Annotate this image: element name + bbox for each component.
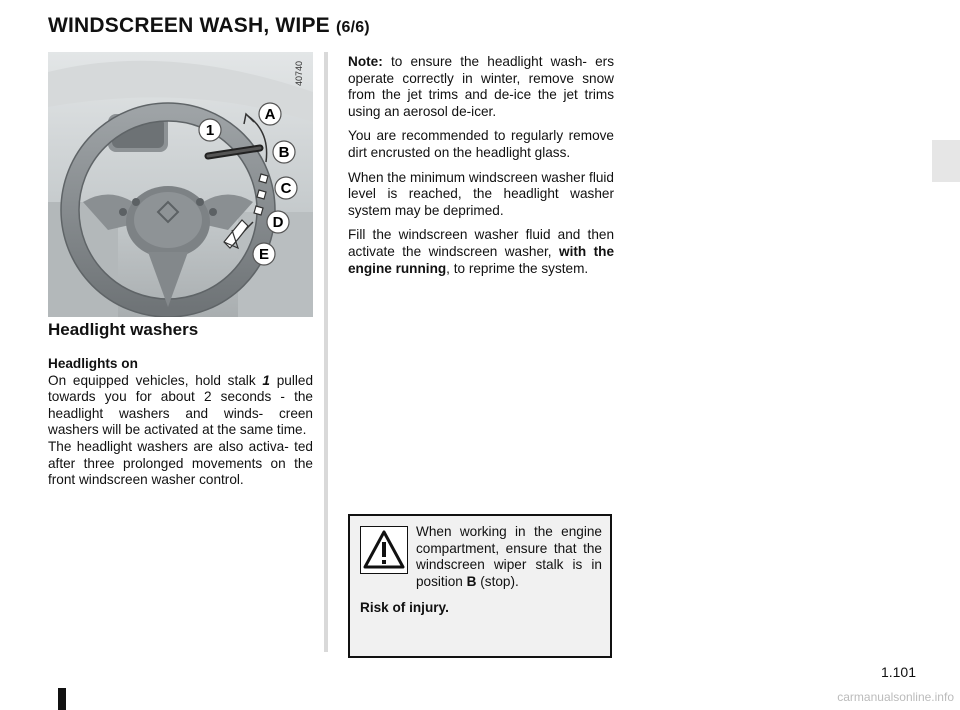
page-title (48, 14, 370, 38)
warning-text (416, 524, 602, 590)
warning-position: B (466, 573, 477, 589)
paragraph-reprime (348, 227, 614, 277)
paragraph-fluid-level: When the minimum windscreen washer fluid level is reached, the headlight washer system may be deprimed. (348, 169, 614, 218)
note-paragraph (348, 54, 614, 120)
note-text: to ensure the headlight wash- ers operate correctly in winter, remove snow from the jet trims and de-ice the jet trims using an aerosol de-icer. (348, 54, 614, 119)
paragraph-clean-glass: You are recommended to regularly remove dirt encrusted on the headlight glass. (348, 128, 614, 160)
figure-label-c: C (280, 180, 292, 197)
chapter-tab (932, 140, 960, 182)
figure-label-a: A (264, 106, 276, 123)
column-divider (324, 52, 328, 652)
para1-start: On equipped vehicles, hold stalk (48, 372, 256, 388)
reprime-end: , to reprime the system. (446, 260, 589, 276)
corner-mark (58, 688, 66, 710)
reprime-start: Fill the windscreen washer fluid and then activate the windscreen washer, (348, 227, 614, 259)
note-label: Note: (348, 54, 383, 69)
figure-code: 40740 (294, 60, 304, 86)
page-title-part: (6/6) (335, 19, 370, 36)
figure-label-d: D (272, 214, 284, 231)
figure-label-b: B (278, 144, 290, 161)
right-column-text (348, 54, 614, 285)
warning-triangle-icon (360, 526, 408, 574)
page-number: 1.101 (880, 664, 916, 680)
subheading-headlights-on: Headlights on (48, 356, 138, 371)
warning-box (348, 514, 612, 658)
stalk-reference: 1 (262, 372, 270, 388)
left-column-text (48, 356, 313, 489)
figure-label-1: 1 (205, 122, 215, 139)
warning-text-end: (stop). (480, 573, 519, 589)
watermark: carmanualsonline.info (837, 690, 954, 704)
steering-wheel-drawing (48, 52, 313, 317)
para2: The headlight washers are also activa- ted after three prolonged movements on the front windscreen washer control. (48, 438, 313, 488)
page-title-main: WINDSCREEN WASH, WIPE (48, 14, 330, 37)
steering-wheel-illustration (48, 52, 313, 317)
warning-risk: Risk of injury. (360, 600, 449, 615)
para1-end: pulled towards you for about 2 seconds - the headlight washers and winds- creen washers will be activated at the same time. (48, 372, 314, 438)
section-heading: Headlight washers (48, 320, 199, 339)
warning-text-start: When working in the engine compartment, ensure that the windscreen wiper stalk is in position (416, 524, 602, 589)
reprime-emphasis: with the engine running (348, 243, 614, 276)
figure-label-e: E (258, 246, 270, 263)
